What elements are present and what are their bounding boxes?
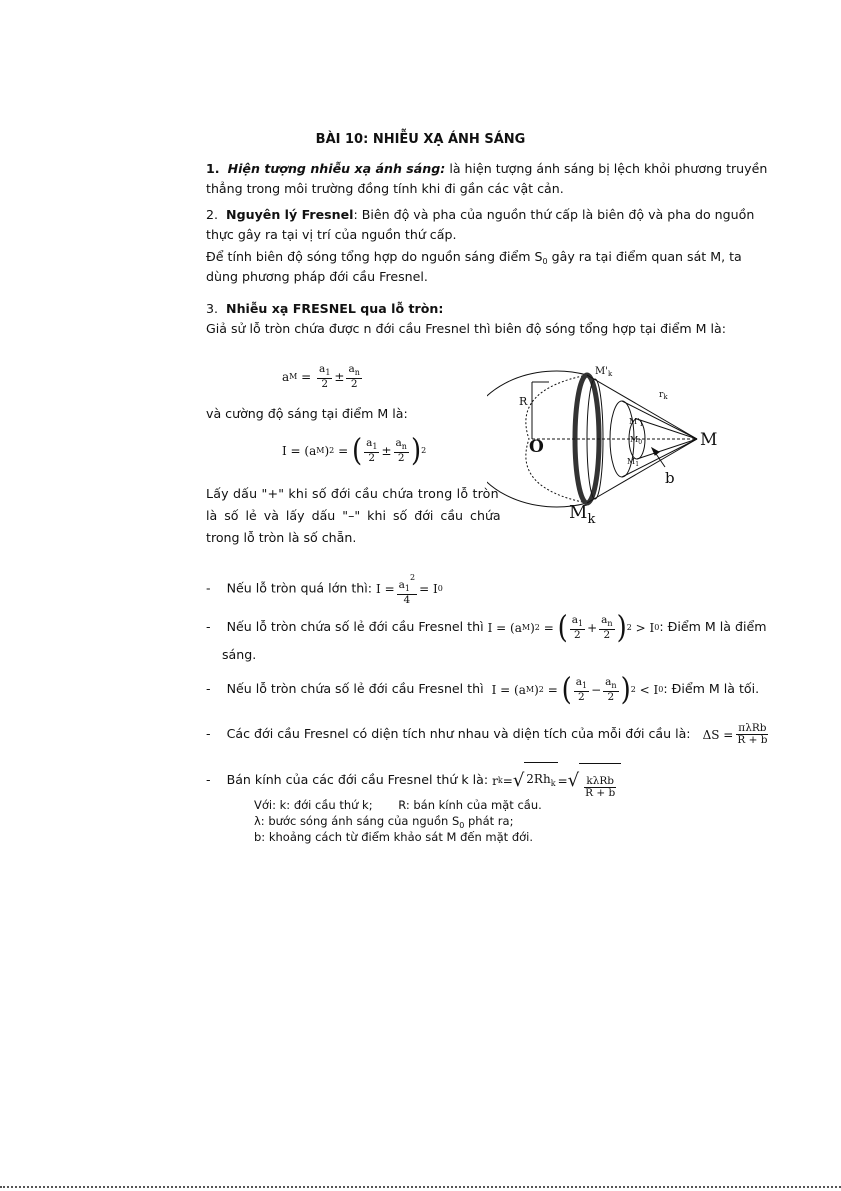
bullet-2-continuation: sáng. — [222, 647, 257, 662]
bullet-5-dash: - — [206, 772, 211, 787]
formula-zone-area: ΔS = $\frac{\text{πλRb}}{R + b}$ — [702, 722, 768, 746]
bullet-3 — [206, 671, 760, 708]
section-2-text-3a: Để tính biên độ sóng tổng hợp do nguồn sáng điểm S — [206, 249, 543, 264]
formula-odd-zones: I = (a M ) 2 = ( $\frac{a_1}{2}$ + $\frac{a_n}{2}$ ) 2 > I 0 — [487, 609, 660, 646]
bullet-1-text: Nếu lỗ tròn quá lớn thì: — [226, 580, 372, 596]
where-k: Với: k: đới cầu thứ k; — [254, 798, 373, 812]
formula-intensity: I = (a M ) 2 = ( $\frac{a_1}{2}$ ± $\frac{a_n}{2}$ ) 2 — [282, 432, 427, 469]
section-2-term: Nguyên lý Fresnel — [226, 207, 354, 222]
bullet-3-tail: : Điểm M là tối. — [663, 681, 760, 696]
bullet-2-dash: - — [206, 619, 211, 634]
page-title: BÀI 10: NHIỄU XẠ ÁNH SÁNG — [315, 132, 526, 147]
s0-subscript: 0 — [542, 257, 548, 266]
where-lambda: λ: bước sóng ánh sáng của nguồn S — [254, 814, 460, 828]
bullet-5 — [206, 762, 621, 799]
bullet-2-tail: : Điểm M là điểm — [659, 619, 767, 634]
bullet-3-text: Nếu lỗ tròn chứa số lẻ đới cầu Fresnel thì — [226, 681, 484, 696]
section-2-text-2: thực gây ra tại vị trí của nguồn thứ cấp. — [206, 227, 457, 242]
bullet-1 — [206, 572, 443, 606]
section-2-text-1: : Biên độ và pha của nguồn thứ cấp là biên độ và pha do nguồn — [353, 207, 755, 222]
bullet-1-dash: - — [206, 580, 211, 596]
label-O: O — [529, 437, 544, 457]
section-1-number: 1. — [206, 161, 220, 176]
section-1-line-1 — [206, 160, 767, 177]
bullet-4-dash: - — [206, 726, 211, 741]
section-2-text-4: dùng phương pháp đới cầu Fresnel. — [206, 269, 428, 284]
section-3-line-1 — [206, 300, 443, 317]
label-m1: $M_1$ — [627, 457, 640, 468]
section-2-text-3b: gây ra tại điểm quan sát M, ta — [547, 249, 742, 264]
bullet-2-text: Nếu lỗ tròn chứa số lẻ đới cầu Fresnel thì — [226, 619, 484, 634]
formula-large-hole: I = $\frac{a_1^2}{4}$ = I 0 — [376, 573, 443, 606]
section-1-term: Hiện tượng nhiễu xạ ánh sáng: — [227, 161, 446, 176]
sign-rule-3: trong lỗ tròn là số chẵn. — [206, 530, 357, 545]
section-3-intro: Giả sử lỗ tròn chứa được n đới cầu Fresnel thì biên độ sóng tổng hợp tại điểm M là: — [206, 321, 726, 336]
formula-zone-radius: r k = √ $2Rh_k$ = √ $\frac{\text{kλRb}}{R + b}$ — [492, 762, 621, 799]
label-M: M — [700, 430, 718, 450]
bullet-4 — [206, 720, 771, 749]
intensity-text: và cường độ sáng tại điểm M là: — [206, 406, 408, 421]
where-R: R: bán kính của mặt cầu. — [398, 798, 542, 812]
label-mk-prime: $M'_k$ — [595, 366, 613, 378]
page-bottom-border — [0, 1186, 841, 1188]
formula-even-zones: I = (a M ) 2 = ( $\frac{a_1}{2}$ − $\frac{a_n}{2}$ ) 2 < I 0 — [491, 671, 664, 708]
fresnel-zone-diagram — [487, 360, 727, 525]
label-m0: $M_0$ — [630, 435, 643, 446]
section-2-number: 2. — [206, 207, 219, 222]
section-2-line-3 — [206, 248, 742, 270]
label-m1-prime: $M'_1$ — [629, 417, 644, 428]
where-line-1 — [254, 797, 542, 814]
sign-rule-2: là số lẻ và lấy dấu "–" khi số đới cầu chứa — [206, 508, 501, 523]
section-3-term: Nhiễu xạ FRESNEL qua lỗ tròn: — [226, 301, 444, 316]
section-1-text-1: là hiện tượng ánh sáng bị lệch khỏi phương truyền — [445, 161, 768, 176]
formula-amplitude: a M = $\frac{a_1}{2}$ ± $\frac{a_n}{2}$ — [282, 362, 360, 390]
bullet-3-dash: - — [206, 681, 211, 696]
section-2-line-1 — [206, 206, 754, 223]
where-line-3: b: khoảng cách từ điểm khảo sát M đến mặt đới. — [254, 830, 534, 844]
bullet-5-text: Bán kính của các đới cầu Fresnel thứ k là: — [226, 772, 489, 787]
bullet-4-text: Các đới cầu Fresnel có diện tích như nhau và diện tích của mỗi đới cầu là: — [226, 726, 691, 741]
label-rk: $r_k$ — [659, 390, 668, 401]
sign-rule-1: Lấy dấu "+" khi số đới cầu chứa trong lỗ tròn — [206, 486, 499, 501]
section-3-number: 3. — [206, 301, 219, 316]
label-R: R — [519, 395, 528, 408]
label-mk: $M_k$ — [569, 502, 596, 525]
where-s0-sub: 0 — [459, 821, 465, 830]
bullet-2 — [206, 609, 767, 646]
label-b: b — [665, 469, 675, 487]
where-lambda-tail: phát ra; — [464, 814, 514, 828]
section-1-text-2: thẳng trong môi trường đồng tính khi đi gần các vật cản. — [206, 181, 564, 196]
